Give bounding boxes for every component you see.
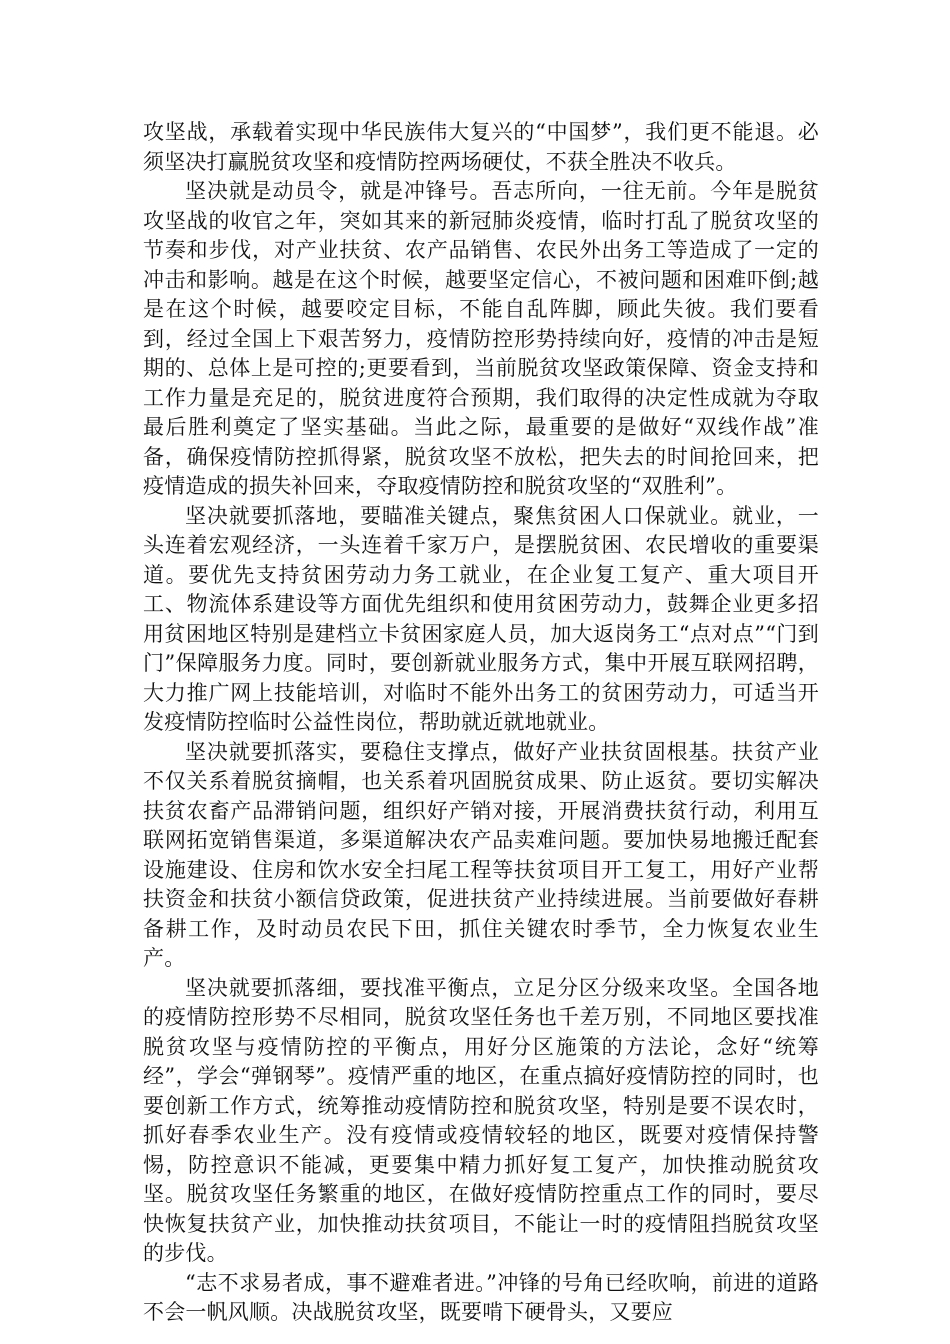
paragraph-continuation: 攻坚战，承载着实现中华民族伟大复兴的“中国梦”，我们更不能退。必须坚决打赢脱贫攻坚和疫情防控两场硬仗，不获全胜决不收兵。 xyxy=(143,120,819,174)
paragraph-closing: “志不求易者成，事不避难者进。”冲锋的号角已经吹响，前进的道路不会一帆风顺。决战脱贫攻坚，既要啃下硬骨头，又要应 xyxy=(143,1270,819,1324)
paragraph-industry: 坚决就要抓落实，要稳住支撑点，做好产业扶贫固根基。扶贫产业不仅关系着脱贫摘帽，也关系着巩固脱贫成果、防止返贫。要切实解决扶贫农畜产品滞销问题，组织好产销对接，开展消费扶贫行动，利用互联网拓宽销售渠道，多渠道解决农产品卖难问题。要加快易地搬迁配套设施建设、住房和饮水安全扫尾工程等扶贫项目开工复工，用好产业帮扶资金和扶贫小额信贷政策，促进扶贫产业持续进展。当前要做好春耕备耕工作，及时动员农民下田，抓住关键农时季节，全力恢复农业生产。 xyxy=(143,739,819,970)
paragraph-employment: 坚决就要抓落地，要瞄准关键点，聚焦贫困人口保就业。就业，一头连着宏观经济，一头连着千家万户，是摆脱贫困、农民增收的重要渠道。要优先支持贫困劳动力务工就业，在企业复工复产、重大项目开工、物流体系建设等方面优先组织和使用贫困劳动力，鼓舞企业更多招用贫困地区特别是建档立卡贫困家庭人员，加大返岗务工“点对点”“门到门”保障服务力度。同时，要创新就业服务方式，集中开展互联网招聘，大力推广网上技能培训，对临时不能外出务工的贫困劳动力，可适当开发疫情防控临时公益性岗位，帮助就近就地就业。 xyxy=(143,503,819,734)
paragraph-mobilization: 坚决就是动员令，就是冲锋号。吾志所向，一往无前。今年是脱贫攻坚战的收官之年，突如其来的新冠肺炎疫情，临时打乱了脱贫攻坚的节奏和步伐，对产业扶贫、农产品销售、农民外出务工等造成了一定的冲击和影响。越是在这个时候，越要坚定信心，不被问题和困难吓倒;越是在这个时候，越要咬定目标，不能自乱阵脚，顾此失彼。我们要看到，经过全国上下艰苦努力，疫情防控形势持续向好，疫情的冲击是短期的、总体上是可控的;更要看到，当前脱贫攻坚政策保障、资金支持和工作力量是充足的，脱贫进度符合预期，我们取得的决定性成就为夺取最后胜利奠定了坚实基础。当此之际，最重要的是做好“双线作战”准备，确保疫情防控抓得紧，脱贫攻坚不放松，把失去的时间抢回来，把疫情造成的损失补回来，夺取疫情防控和脱贫攻坚的“双胜利”。 xyxy=(143,179,819,498)
paragraph-balance: 坚决就要抓落细，要找准平衡点，立足分区分级来攻坚。全国各地的疫情防控形势不尽相同，脱贫攻坚任务也千差万别，不同地区要找准脱贫攻坚与疫情防控的平衡点，用好分区施策的方法论，念好“统筹经”，学会“弹钢琴”。疫情严重的地区，在重点搞好疫情防控的同时，也要创新工作方式，统筹推动疫情防控和脱贫攻坚，特别是要不误农时，抓好春季农业生产。没有疫情或疫情较轻的地区，既要对疫情保持警惕，防控意识不能减，更要集中精力抓好复工复产，加快推动脱贫攻坚。脱贫攻坚任务繁重的地区，在做好疫情防控重点工作的同时，要尽快恢复扶贫产业，加快推动扶贫项目，不能让一时的疫情阻挡脱贫攻坚的步伐。 xyxy=(143,975,819,1265)
document-body xyxy=(143,118,819,1328)
